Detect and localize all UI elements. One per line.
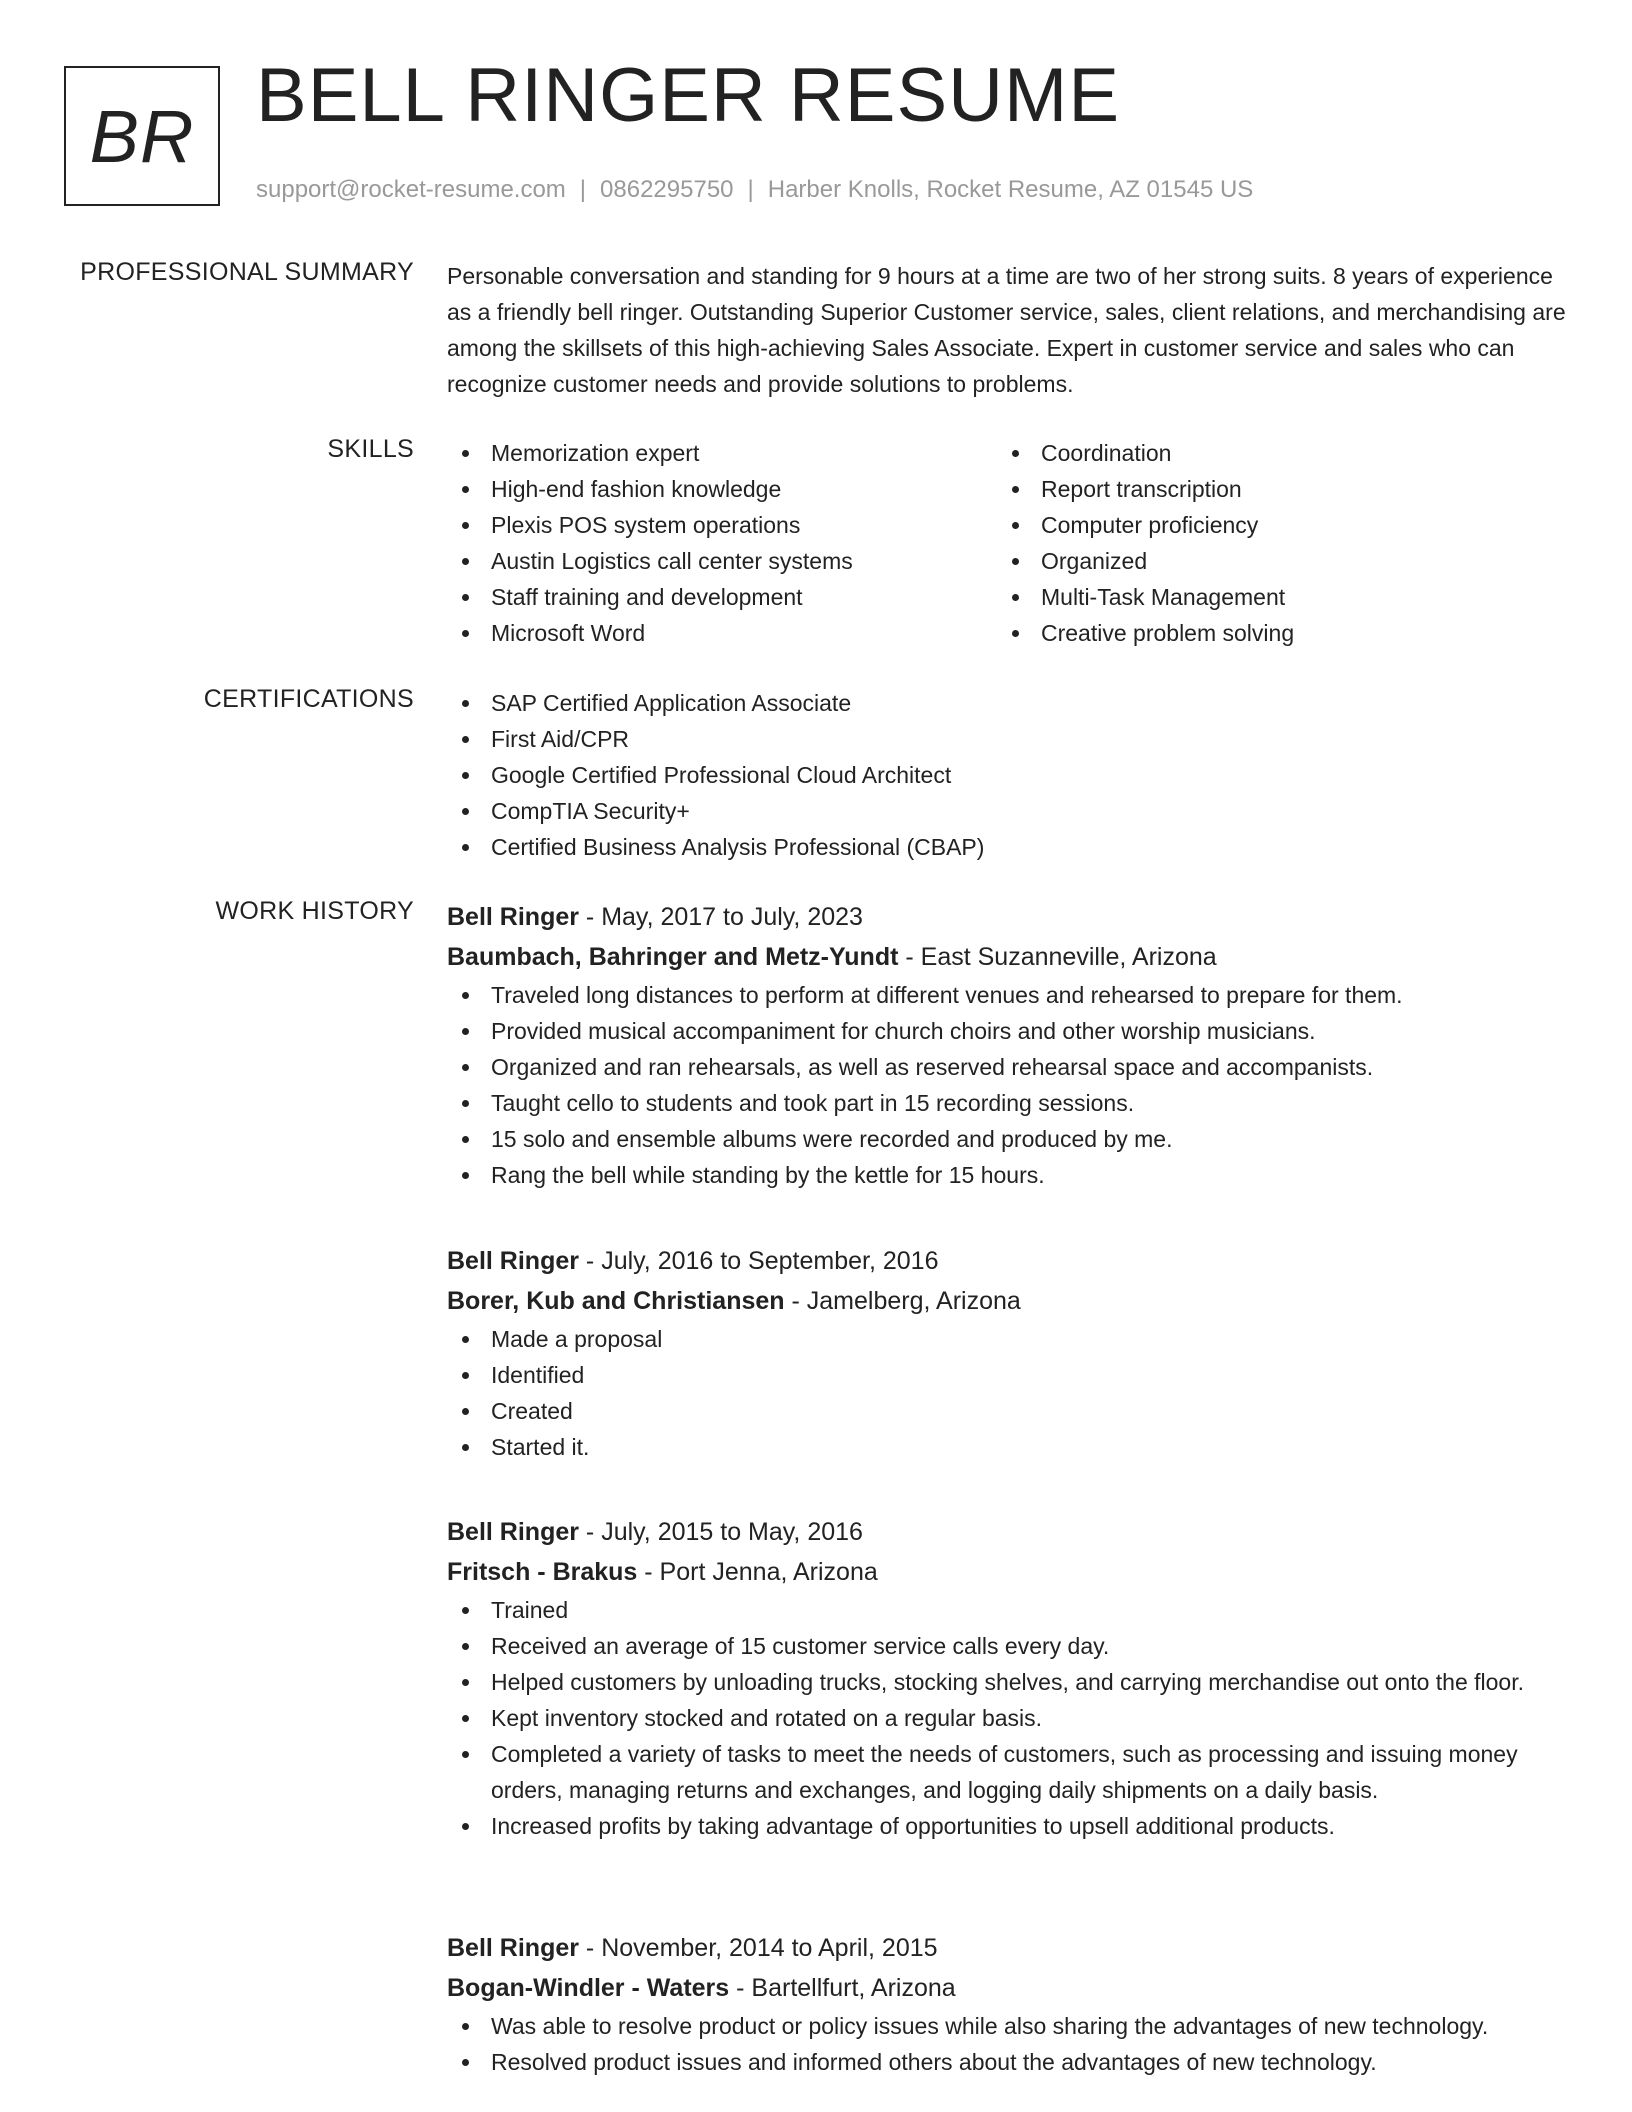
job-duties-list: [447, 1592, 1567, 1844]
job-duties-list: [447, 977, 1567, 1193]
job-duties-list: [447, 2008, 1567, 2080]
job-entry: [447, 897, 1567, 1193]
list-item: Completed a variety of tasks to meet the needs of customers, such as processing and issuing money orders, managing returns and exchanges, and logging daily shipments on a daily basis.: [447, 1736, 1567, 1808]
list-item: Identified: [447, 1357, 1567, 1393]
list-item: Increased profits by taking advantage of opportunities to upsell additional products.: [447, 1808, 1567, 1844]
list-item: Resolved product issues and informed others about the advantages of new technology.: [447, 2044, 1567, 2080]
certifications-list: [447, 685, 1567, 865]
list-item: Made a proposal: [447, 1321, 1567, 1357]
skills-list-right: [997, 435, 1547, 651]
job-company: Bogan-Windler - Waters: [447, 1974, 730, 2002]
contact-separator: |: [579, 176, 587, 203]
job-title-line: [447, 1512, 1567, 1552]
resume-title: BELL RINGER RESUME: [256, 53, 1121, 138]
summary-text: Personable conversation and standing for 9 hours at a time are two of her strong suits. 8 years of experience as a friendly bell ringer. Outstanding Superior Customer service, sales, client relations, and merchandising are among the skillsets of this high-achieving Sales Associate. Expert in customer service and sales who can recognize customer needs and provide solutions to problems.: [447, 263, 1566, 397]
job-company: Baumbach, Bahringer and Metz-Yundt: [447, 943, 899, 971]
job-title-line: [447, 1241, 1567, 1281]
list-item: Austin Logistics call center systems: [447, 543, 997, 579]
list-item: Microsoft Word: [447, 615, 997, 651]
job-company: Borer, Kub and Christiansen: [447, 1287, 785, 1315]
section-label-summary: PROFESSIONAL SUMMARY: [80, 258, 414, 286]
job-location: - Bartellfurt, Arizona: [729, 1974, 956, 2002]
list-item: Google Certified Professional Cloud Architect: [447, 757, 1567, 793]
job-title: Bell Ringer: [447, 1518, 579, 1546]
job-title-line: [447, 1928, 1567, 1968]
skills-list-left: [447, 435, 997, 651]
list-item: Computer proficiency: [997, 507, 1547, 543]
list-item: Received an average of 15 customer service calls every day.: [447, 1628, 1567, 1664]
job-dates: - November, 2014 to April, 2015: [578, 1934, 938, 1962]
job-dates: - May, 2017 to July, 2023: [578, 903, 863, 931]
job-entry: [447, 1928, 1567, 2080]
list-item: Report transcription: [997, 471, 1547, 507]
job-duties-list: [447, 1321, 1567, 1465]
job-entry: [447, 1512, 1567, 1844]
list-item: Memorization expert: [447, 435, 997, 471]
list-item: Organized and ran rehearsals, as well as reserved rehearsal space and accompanists.: [447, 1049, 1567, 1085]
contact-address: Harber Knolls, Rocket Resume, AZ 01545 US: [767, 176, 1254, 203]
job-location: - East Suzanneville, Arizona: [898, 943, 1217, 971]
section-label-certifications: CERTIFICATIONS: [203, 685, 414, 713]
list-item: Certified Business Analysis Professional (CBAP): [447, 829, 1567, 865]
certifications-body: [447, 685, 1567, 865]
job-location: - Jamelberg, Arizona: [784, 1287, 1021, 1315]
list-item: Organized: [997, 543, 1547, 579]
section-label-skills: SKILLS: [327, 435, 414, 463]
list-item: Trained: [447, 1592, 1567, 1628]
job-dates: - July, 2015 to May, 2016: [578, 1518, 863, 1546]
list-item: Taught cello to students and took part in 15 recording sessions.: [447, 1085, 1567, 1121]
job-title: Bell Ringer: [447, 903, 579, 931]
list-item: High-end fashion knowledge: [447, 471, 997, 507]
job-company-line: [447, 1552, 1567, 1592]
skills-body: [447, 435, 1567, 651]
job-entry: [447, 1241, 1567, 1465]
job-company-line: [447, 937, 1567, 977]
list-item: Traveled long distances to perform at different venues and rehearsed to prepare for them.: [447, 977, 1567, 1013]
list-item: Plexis POS system operations: [447, 507, 997, 543]
list-item: Helped customers by unloading trucks, stocking shelves, and carrying merchandise out onto the floor.: [447, 1664, 1567, 1700]
contact-separator: |: [747, 176, 754, 203]
list-item: Kept inventory stocked and rotated on a regular basis.: [447, 1700, 1567, 1736]
skills-columns: [447, 435, 1567, 651]
job-dates: - July, 2016 to September, 2016: [578, 1247, 939, 1275]
job-title: Bell Ringer: [447, 1934, 579, 1962]
list-item: Staff training and development: [447, 579, 997, 615]
contact-phone: 0862295750: [600, 176, 734, 203]
contact-email: support@rocket-resume.com: [256, 176, 566, 203]
list-item: Was able to resolve product or policy issues while also sharing the advantages of new technology.: [447, 2008, 1567, 2044]
job-company-line: [447, 1281, 1567, 1321]
list-item: Creative problem solving: [997, 615, 1547, 651]
list-item: Rang the bell while standing by the kettle for 15 hours.: [447, 1157, 1567, 1193]
job-title: Bell Ringer: [447, 1247, 579, 1275]
list-item: Provided musical accompaniment for church choirs and other worship musicians.: [447, 1013, 1567, 1049]
monogram-initials: BR: [89, 94, 195, 178]
list-item: SAP Certified Application Associate: [447, 685, 1567, 721]
monogram-box: [64, 66, 220, 206]
job-company-line: [447, 1968, 1567, 2008]
list-item: Multi-Task Management: [997, 579, 1547, 615]
list-item: Created: [447, 1393, 1567, 1429]
list-item: Coordination: [997, 435, 1547, 471]
job-company: Fritsch - Brakus: [447, 1558, 638, 1586]
list-item: 15 solo and ensemble albums were recorded and produced by me.: [447, 1121, 1567, 1157]
list-item: CompTIA Security+: [447, 793, 1567, 829]
contact-line: [256, 176, 1253, 204]
list-item: First Aid/CPR: [447, 721, 1567, 757]
section-label-work-history: WORK HISTORY: [215, 897, 414, 925]
summary-body: [447, 258, 1567, 402]
job-title-line: [447, 897, 1567, 937]
job-location: - Port Jenna, Arizona: [637, 1558, 878, 1586]
list-item: Started it.: [447, 1429, 1567, 1465]
